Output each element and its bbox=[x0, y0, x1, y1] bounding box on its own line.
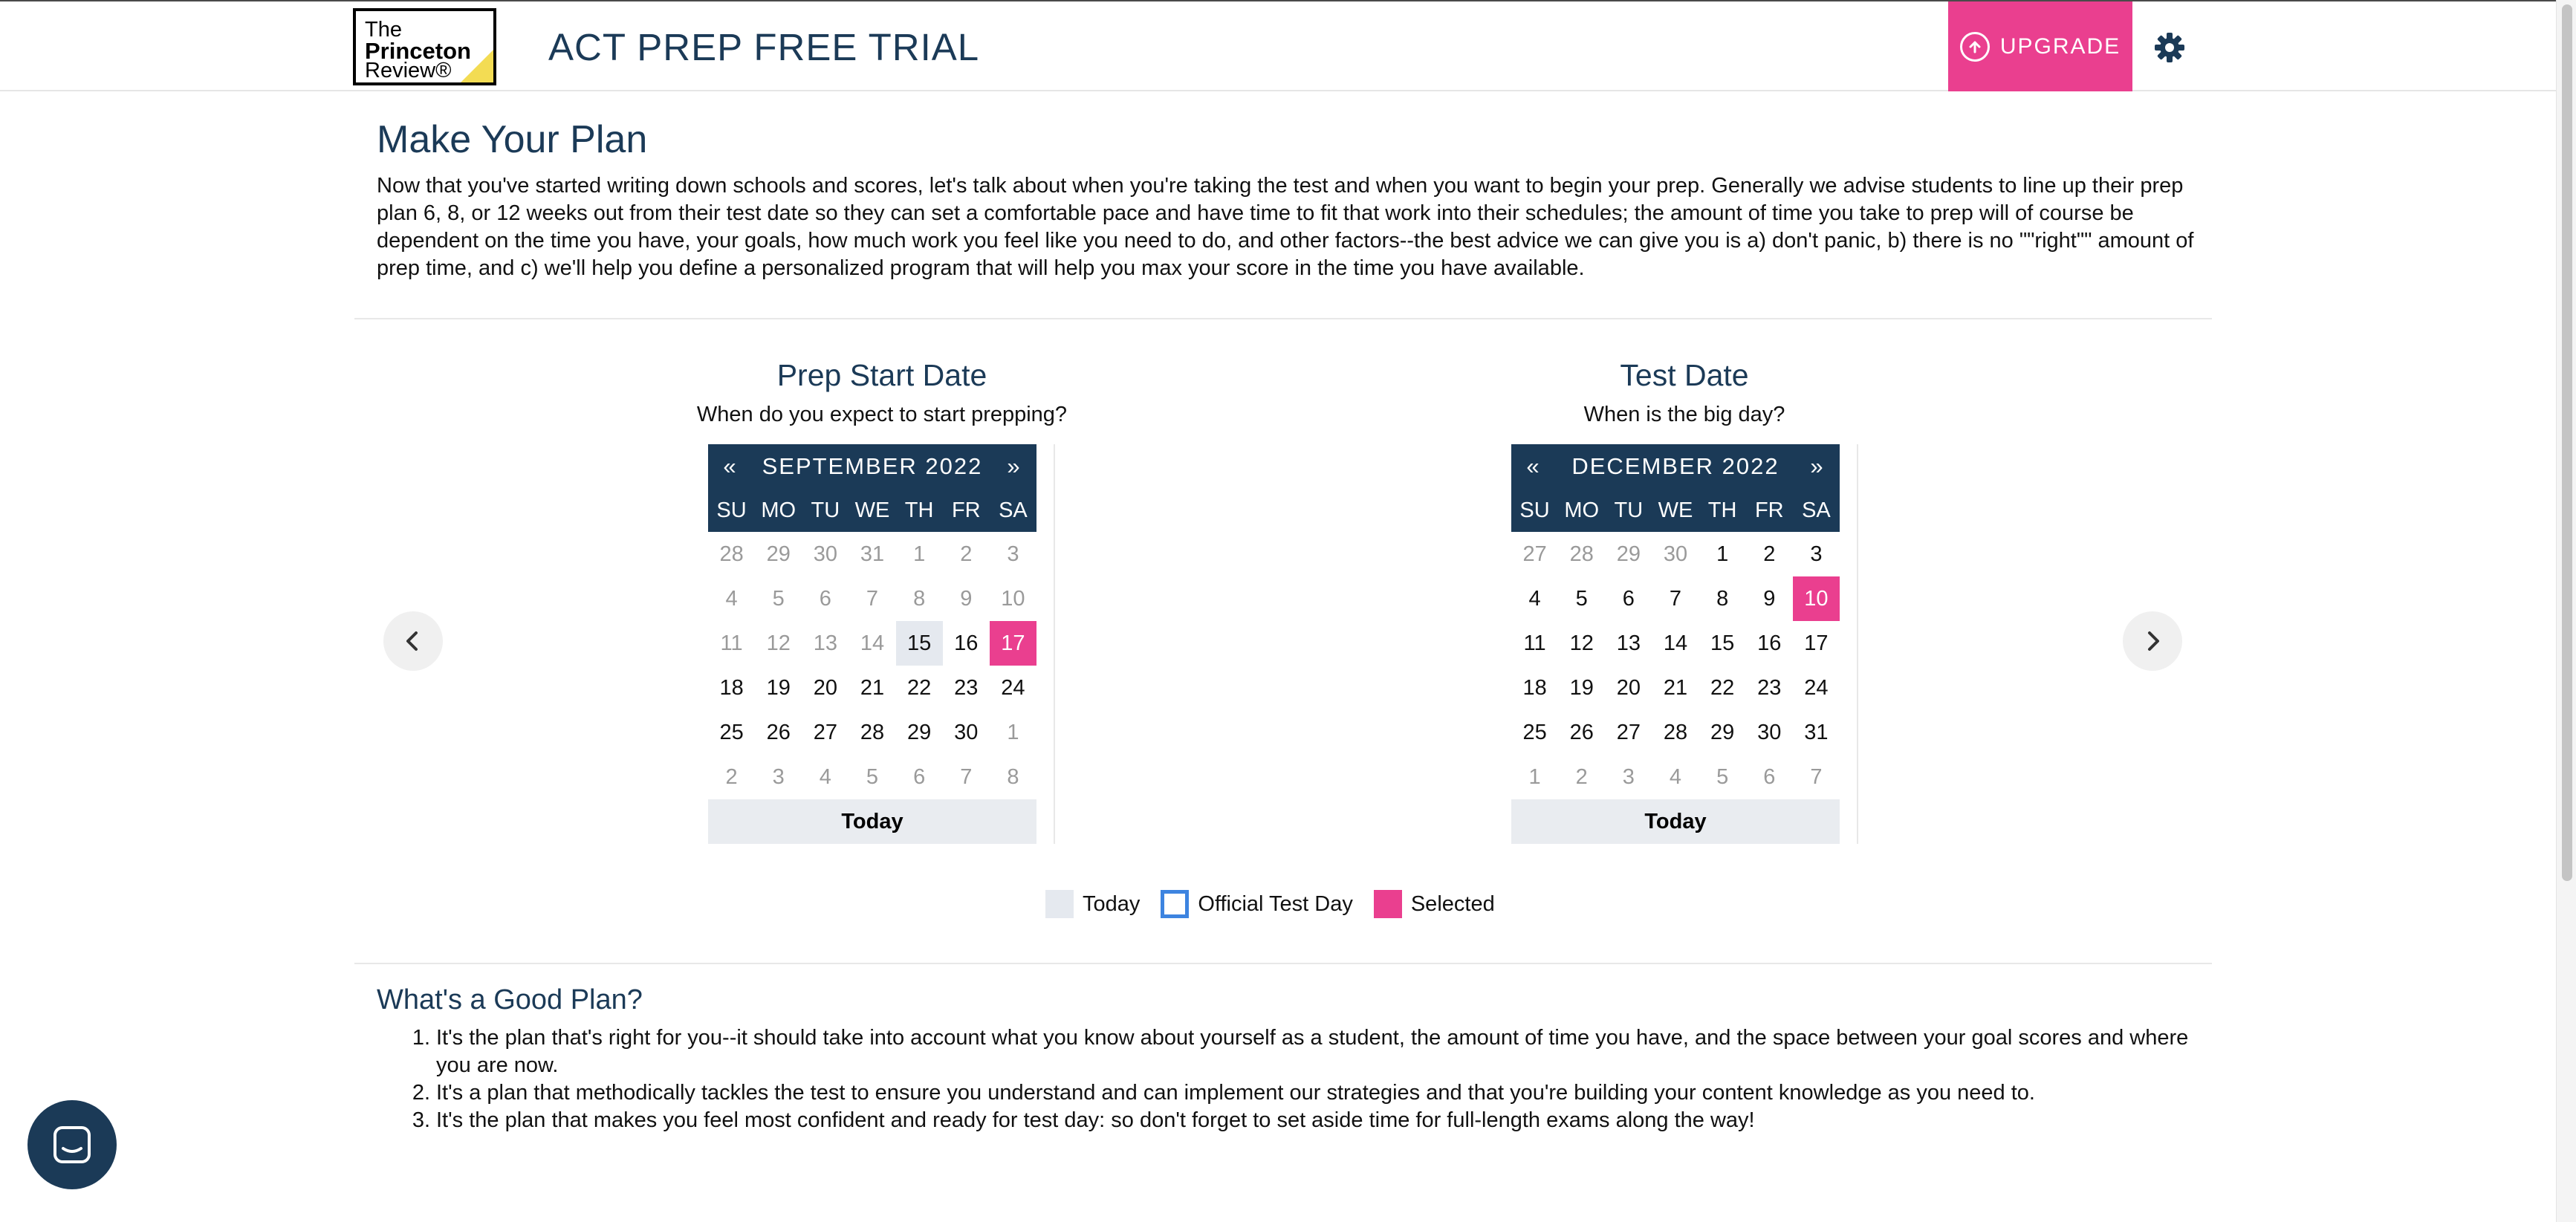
legend-today bbox=[1045, 890, 1140, 918]
weekday-label: FR bbox=[951, 498, 981, 522]
calendar-day[interactable]: 1 bbox=[913, 542, 926, 566]
arrow-up-circle-icon bbox=[1960, 32, 1990, 62]
calendar-legend bbox=[1045, 890, 1516, 918]
calendar-day[interactable]: 14 bbox=[1663, 631, 1688, 655]
list-item-text: It's the plan that makes you feel most confident and ready for test day: so don't forget to set aside time for full-length exams along the way! bbox=[436, 1108, 1755, 1132]
carousel-prev-button[interactable] bbox=[383, 611, 443, 671]
calendar-days bbox=[1511, 532, 1840, 799]
calendar-day[interactable]: 15 bbox=[896, 621, 943, 666]
page-scrollbar[interactable] bbox=[2556, 0, 2576, 1222]
weekday-label: TU bbox=[811, 498, 840, 522]
calendar-day[interactable]: 2 bbox=[1763, 542, 1776, 566]
calendar-day[interactable]: 30 bbox=[954, 721, 979, 744]
calendar-day[interactable]: 11 bbox=[720, 631, 743, 655]
calendar-day[interactable]: 22 bbox=[1710, 676, 1735, 700]
today-button[interactable]: Today bbox=[708, 799, 1036, 844]
calendar-day[interactable]: 8 bbox=[1007, 765, 1019, 789]
weekday-label: SA bbox=[999, 498, 1028, 522]
calendar-day[interactable]: 29 bbox=[1616, 542, 1641, 566]
test-date-section bbox=[1461, 357, 1907, 428]
calendar-day[interactable]: 3 bbox=[1007, 542, 1019, 566]
calendar-day[interactable]: 2 bbox=[960, 542, 973, 566]
logo-line-3: Review® bbox=[365, 59, 452, 82]
calendar-day[interactable]: 27 bbox=[813, 721, 837, 744]
carousel-next-button[interactable] bbox=[2123, 611, 2182, 671]
gear-icon[interactable] bbox=[2153, 31, 2186, 64]
calendar-day[interactable]: 14 bbox=[860, 631, 885, 655]
calendar-day[interactable]: 2 bbox=[725, 765, 738, 789]
calendar-day[interactable]: 10 bbox=[1793, 576, 1840, 621]
calendar-day[interactable]: 1 bbox=[1716, 542, 1729, 566]
section-divider bbox=[354, 963, 2212, 964]
calendar-day[interactable]: 4 bbox=[1528, 587, 1541, 611]
calendar-day[interactable]: 25 bbox=[719, 721, 744, 744]
logo-corner-accent bbox=[458, 47, 496, 85]
calendar-day[interactable]: 20 bbox=[1616, 676, 1641, 700]
logo-line-2: Princeton bbox=[365, 38, 471, 64]
calendar-day[interactable]: 18 bbox=[1522, 676, 1547, 700]
list-item bbox=[377, 1107, 2212, 1134]
calendar-day[interactable]: 7 bbox=[1669, 587, 1682, 611]
weekday-label: SA bbox=[1802, 498, 1831, 522]
calendar-day[interactable]: 19 bbox=[1569, 676, 1594, 700]
calendar-day[interactable]: 9 bbox=[960, 587, 973, 611]
princeton-review-logo[interactable] bbox=[353, 8, 496, 85]
calendar-day[interactable]: 28 bbox=[1663, 721, 1688, 744]
today-button[interactable]: Today bbox=[1511, 799, 1840, 844]
weekday-label: MO bbox=[1564, 498, 1600, 522]
legend-official-label: Official Test Day bbox=[1198, 891, 1353, 916]
month-label[interactable]: SEPTEMBER 2022 bbox=[762, 453, 983, 479]
upgrade-label: UPGRADE bbox=[1999, 33, 2121, 59]
official-test-day-swatch bbox=[1161, 890, 1189, 918]
calendar-day[interactable]: 3 bbox=[772, 765, 785, 789]
calendar-day[interactable]: 30 bbox=[813, 542, 837, 566]
app-header bbox=[0, 0, 2556, 91]
calendar-day[interactable]: 6 bbox=[1763, 765, 1776, 789]
calendar-day[interactable]: 16 bbox=[954, 631, 979, 655]
calendar-day[interactable]: 29 bbox=[766, 542, 791, 566]
weekday-row bbox=[1511, 489, 1840, 532]
calendar-day[interactable]: 15 bbox=[1710, 631, 1735, 655]
calendar-day[interactable]: 20 bbox=[813, 676, 837, 700]
calendar-day[interactable]: 26 bbox=[1569, 721, 1594, 744]
calendar-day[interactable]: 3 bbox=[1622, 765, 1635, 789]
calendar-day[interactable]: 13 bbox=[1616, 631, 1641, 655]
calendar-day[interactable]: 3 bbox=[1810, 542, 1823, 566]
list-item-number: 1. bbox=[412, 1026, 430, 1050]
list-item bbox=[377, 1024, 2212, 1079]
calendar-day[interactable]: 4 bbox=[819, 765, 831, 789]
prep-start-title: Prep Start Date bbox=[776, 358, 987, 392]
weekday-label: SU bbox=[1519, 498, 1550, 522]
weekday-row bbox=[708, 489, 1036, 532]
plan-title: Make Your Plan bbox=[377, 118, 648, 161]
calendar-day[interactable]: 8 bbox=[913, 587, 926, 611]
app-title: ACT PREP FREE TRIAL bbox=[548, 26, 980, 68]
calendar-days bbox=[708, 532, 1036, 799]
legend-selected-label: Selected bbox=[1410, 891, 1495, 916]
calendar-day[interactable]: 30 bbox=[1663, 542, 1688, 566]
calendar-day[interactable]: 17 bbox=[1804, 631, 1829, 655]
legend-today-label: Today bbox=[1083, 891, 1141, 916]
calendar-day[interactable]: 29 bbox=[907, 721, 932, 744]
calendar-day[interactable]: 12 bbox=[1569, 631, 1594, 655]
test-date-calendar bbox=[1511, 444, 1858, 844]
calendar-day[interactable]: 6 bbox=[819, 587, 831, 611]
calendar-day[interactable]: 29 bbox=[1710, 721, 1735, 744]
calendar-day[interactable]: 2 bbox=[1575, 765, 1588, 789]
calendar-day[interactable]: 23 bbox=[954, 676, 979, 700]
plan-intro-text: Now that you've started writing down schools and scores, let's talk about when you're taking the test and when you want to begin your prep. Generally we advise students to line up their prep plan 6, 8, or 12 weeks out from their test date so they can set a comfortable pace and have time to fit that work into their schedules; the amount of time you take to prep will of course be dependent on the time you have, your goals, how much work you feel like you need to do, and other factors--the best advice we can give you is a) don't panic, b) there is no ""right"" amount of prep time, and c) we'll help you define a personalized program that will help you max your score in the time you have available. bbox=[377, 174, 2194, 280]
prep-start-section bbox=[659, 357, 1105, 428]
calendar-day[interactable]: 12 bbox=[766, 631, 791, 655]
calendar-header bbox=[708, 444, 1036, 489]
calendar-day[interactable]: 5 bbox=[1575, 587, 1588, 611]
calendar-day[interactable]: 27 bbox=[1616, 721, 1641, 744]
calendar-header bbox=[1511, 444, 1840, 489]
calendar-day[interactable]: 5 bbox=[866, 765, 879, 789]
list-item-text: It's the plan that's right for you--it should take into account what you know about yourself as a student, the amount of time you have, and the space between your goal scores and where you are now. bbox=[436, 1026, 2189, 1077]
list-item-number: 2. bbox=[412, 1081, 430, 1105]
next-month-button[interactable]: » bbox=[1810, 453, 1825, 479]
list-item-text: It's a plan that methodically tackles the test to ensure you understand and can implement our strategies and that you're building your content knowledge as you need to. bbox=[436, 1081, 2035, 1105]
calendar-day[interactable]: 16 bbox=[1757, 631, 1782, 655]
weekday-label: TU bbox=[1614, 498, 1644, 522]
calendar-day[interactable]: 18 bbox=[719, 676, 744, 700]
calendar-day[interactable]: 25 bbox=[1522, 721, 1547, 744]
chat-bubble-icon bbox=[51, 1123, 94, 1166]
calendar-day[interactable]: 22 bbox=[907, 676, 932, 700]
calendar-day[interactable]: 19 bbox=[766, 676, 791, 700]
weekday-label: WE bbox=[854, 498, 890, 522]
prep-start-subtitle: When do you expect to start prepping? bbox=[696, 403, 1068, 426]
calendar-day[interactable]: 24 bbox=[1804, 676, 1829, 700]
section-divider bbox=[354, 318, 2212, 319]
test-date-title: Test Date bbox=[1620, 358, 1749, 392]
chevron-left-icon bbox=[401, 629, 425, 653]
today-swatch bbox=[1045, 890, 1074, 918]
good-plan-list bbox=[377, 1024, 2212, 1134]
calendar-day[interactable]: 6 bbox=[1622, 587, 1635, 611]
weekday-label: TH bbox=[904, 498, 934, 522]
calendar-day[interactable]: 21 bbox=[860, 676, 885, 700]
calendar-day[interactable]: 5 bbox=[1716, 765, 1729, 789]
weekday-label: WE bbox=[1658, 498, 1693, 522]
calendar-day[interactable]: 30 bbox=[1757, 721, 1782, 744]
list-item bbox=[377, 1079, 2212, 1107]
scrollbar-thumb[interactable] bbox=[2562, 4, 2572, 881]
calendar-day[interactable]: 21 bbox=[1663, 676, 1688, 700]
calendar-day[interactable]: 17 bbox=[990, 621, 1036, 666]
calendar-day[interactable]: 10 bbox=[1001, 587, 1025, 611]
calendar-day[interactable]: 28 bbox=[1569, 542, 1594, 566]
calendar-day[interactable]: 4 bbox=[725, 587, 738, 611]
calendar-day[interactable]: 4 bbox=[1669, 765, 1682, 789]
next-month-button[interactable]: » bbox=[1007, 453, 1022, 479]
calendar-day[interactable]: 5 bbox=[772, 587, 785, 611]
calendar-day[interactable]: 26 bbox=[766, 721, 791, 744]
month-label[interactable]: DECEMBER 2022 bbox=[1571, 453, 1779, 479]
calendar-day[interactable]: 28 bbox=[719, 542, 744, 566]
weekday-label: SU bbox=[716, 498, 747, 522]
calendar-day[interactable]: 8 bbox=[1716, 587, 1729, 611]
weekday-label: FR bbox=[1754, 498, 1784, 522]
calendar-day[interactable]: 31 bbox=[1804, 721, 1829, 744]
calendar-day[interactable]: 28 bbox=[860, 721, 885, 744]
calendar-day[interactable]: 31 bbox=[860, 542, 885, 566]
test-date-subtitle: When is the big day? bbox=[1583, 403, 1785, 426]
calendar-day[interactable]: 7 bbox=[866, 587, 879, 611]
chevron-right-icon bbox=[2141, 629, 2164, 653]
calendar-day[interactable]: 1 bbox=[1528, 765, 1541, 789]
calendar-day[interactable]: 7 bbox=[1810, 765, 1823, 789]
good-plan-title: What's a Good Plan? bbox=[377, 984, 643, 1015]
calendar-day[interactable]: 9 bbox=[1763, 587, 1776, 611]
weekday-label: MO bbox=[761, 498, 797, 522]
selected-swatch bbox=[1374, 890, 1402, 918]
list-item-number: 3. bbox=[412, 1108, 430, 1132]
calendar-day[interactable]: 24 bbox=[1001, 676, 1025, 700]
calendar-day[interactable]: 23 bbox=[1757, 676, 1782, 700]
legend-official-test-day bbox=[1161, 890, 1352, 918]
calendar-day[interactable]: 1 bbox=[1007, 721, 1019, 744]
upgrade-button[interactable] bbox=[1948, 1, 2132, 91]
calendar-day[interactable]: 7 bbox=[960, 765, 973, 789]
logo-line-1: The bbox=[365, 18, 402, 42]
prev-month-button[interactable]: « bbox=[1526, 453, 1541, 479]
chat-widget-button[interactable] bbox=[27, 1100, 117, 1189]
prep-start-calendar bbox=[708, 444, 1055, 844]
calendar-day[interactable]: 13 bbox=[813, 631, 837, 655]
legend-selected bbox=[1374, 890, 1495, 918]
weekday-label: TH bbox=[1707, 498, 1737, 522]
calendar-day[interactable]: 6 bbox=[913, 765, 926, 789]
prev-month-button[interactable]: « bbox=[723, 453, 738, 479]
calendar-day[interactable]: 11 bbox=[1523, 631, 1546, 655]
calendar-day[interactable]: 27 bbox=[1522, 542, 1547, 566]
